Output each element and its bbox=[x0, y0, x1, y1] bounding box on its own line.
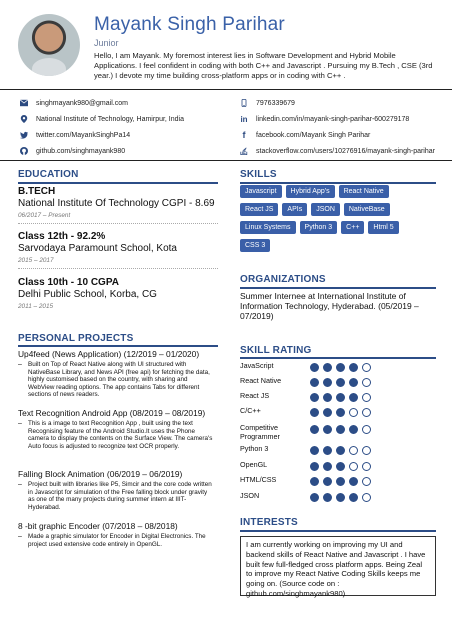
profile-photo bbox=[18, 14, 80, 76]
project-description bbox=[18, 361, 218, 399]
project-description-text: Built on Top of React Native along with UI structured with NativeBase Library, and News API (free api) for fetching the data, highly customised based on the country, with sharing and WebView reading options. The app contains Tabs for different sections of news readers. bbox=[28, 361, 210, 399]
rating-dot-filled bbox=[310, 446, 319, 455]
full-name: Mayank Singh Parihar bbox=[94, 14, 285, 35]
project-item bbox=[18, 349, 218, 399]
stackoverflow-text: stackoverflow.com/users/10276916/mayank-singh-parihar bbox=[256, 147, 435, 155]
rating-dot-filled bbox=[349, 425, 358, 434]
education-item bbox=[18, 231, 218, 269]
project-description bbox=[18, 481, 218, 511]
contact-list bbox=[0, 96, 452, 158]
skill-tag: JSON bbox=[311, 203, 340, 216]
degree: B.TECH bbox=[18, 186, 56, 197]
rating-dot-empty bbox=[362, 363, 371, 372]
rating-dot-filled bbox=[323, 363, 332, 372]
project-description bbox=[18, 533, 218, 548]
project-description-text: This is a image to text Recognition App , built using the text Recognising feature of the Android Studio.It uses the Phone camera to display the contents on the Surface View. The camera's Auto focus is adjusted to recognize text OCR properly. bbox=[28, 420, 213, 450]
skill-row bbox=[240, 239, 440, 252]
rating-dot-filled bbox=[336, 477, 345, 486]
rating-dot-filled bbox=[323, 393, 332, 402]
skill-rating-label: Python 3 bbox=[240, 444, 269, 453]
date-range: 2015 – 2017 bbox=[18, 257, 54, 264]
rating-dot-filled bbox=[310, 393, 319, 402]
project-item bbox=[18, 521, 218, 548]
skill-rating-label: React JS bbox=[240, 391, 270, 400]
organizations-heading: ORGANIZATIONS bbox=[240, 274, 326, 285]
contact-facebook[interactable] bbox=[238, 130, 370, 140]
skill-rating-label: HTML/CSS bbox=[240, 475, 277, 484]
skill-rating-label: React Native bbox=[240, 376, 282, 385]
twitter-icon bbox=[18, 131, 30, 139]
rating-dot-filled bbox=[349, 477, 358, 486]
rating-dot-filled bbox=[349, 393, 358, 402]
skill-tag: CSS 3 bbox=[240, 239, 270, 252]
rating-dot-empty bbox=[362, 493, 371, 502]
skill-tag: Hybrid App's bbox=[286, 185, 335, 198]
skill-rating-dots bbox=[310, 446, 371, 455]
degree: Class 12th - 92.2% bbox=[18, 231, 106, 242]
resume-header bbox=[0, 0, 452, 88]
rating-dot-empty bbox=[349, 446, 358, 455]
bullet: – bbox=[18, 481, 22, 488]
organization-entry: Summer Internee at International Institute of Information Technology, Hyderabad. (05/2019 – 07/2019) bbox=[240, 291, 419, 321]
rating-dot-filled bbox=[323, 378, 332, 387]
institution: Sarvodaya Paramount School, Kota bbox=[18, 243, 177, 254]
skills-tags bbox=[240, 185, 440, 257]
organizations-underline bbox=[240, 287, 436, 289]
rating-dot-empty bbox=[362, 477, 371, 486]
github-text: github.com/singhmayank980 bbox=[36, 147, 126, 155]
rating-dot-filled bbox=[349, 363, 358, 372]
rating-dot-filled bbox=[323, 462, 332, 471]
rating-dot-filled bbox=[323, 408, 332, 417]
location-pin-icon bbox=[18, 115, 30, 123]
skill-rating-label: Competitive Programmer bbox=[240, 423, 280, 441]
institution: Delhi Public School, Korba, CG bbox=[18, 289, 157, 300]
skill-rating-label: C/C++ bbox=[240, 406, 261, 415]
rating-dot-filled bbox=[310, 493, 319, 502]
location-text: National Institute of Technology, Hamirpur, India bbox=[36, 115, 184, 123]
skill-rating-label: OpenGL bbox=[240, 460, 268, 469]
skills-heading: SKILLS bbox=[240, 169, 277, 180]
skills-underline bbox=[240, 182, 436, 184]
contact-phone[interactable] bbox=[238, 98, 295, 108]
github-icon bbox=[18, 147, 30, 155]
rating-dot-filled bbox=[323, 493, 332, 502]
skill-tag: React Native bbox=[339, 185, 389, 198]
facebook-text: facebook.com/Mayank Singh Parihar bbox=[256, 131, 371, 139]
skill-rating-heading: SKILL RATING bbox=[240, 345, 312, 356]
date-range: 2011 – 2015 bbox=[18, 303, 54, 310]
project-title: Text Recognition Android App (08/2019 – 08/2019) bbox=[18, 408, 206, 418]
project-item bbox=[18, 408, 218, 450]
rating-dot-filled bbox=[336, 462, 345, 471]
rating-dot-filled bbox=[349, 378, 358, 387]
project-description-text: Project built with libraries like P5, Simcir and the core code written in Javascript for simulation of the Free falling block under gravity as one of the many projects during summer intern at IIIT-Hyderabad. bbox=[28, 481, 212, 511]
skill-rating-dots bbox=[310, 477, 371, 486]
skill-row bbox=[240, 221, 440, 234]
interests-box: I am currently working on improving my UI and backend skills of React Native and Javascript . I have built few full-fledged cross platform apps. Being Zeal to improve my React Native Coding Skills keeps me going on. (Source code on : github.com/singhmayank980) bbox=[240, 536, 436, 596]
skill-row bbox=[240, 203, 440, 216]
rating-dot-filled bbox=[310, 462, 319, 471]
project-description-text: Made a graphic simulator for Encoder in Digital Electronics. The project used extensive code entirely in OpenGL. bbox=[28, 533, 206, 548]
education-item bbox=[18, 277, 218, 310]
skill-tag: NativeBase bbox=[344, 203, 390, 216]
linkedin-text: linkedin.com/in/mayank-singh-parihar-600279178 bbox=[256, 115, 410, 123]
bullet: – bbox=[18, 420, 22, 427]
rating-dot-empty bbox=[362, 378, 371, 387]
contact-location bbox=[18, 114, 184, 124]
rating-dot-filled bbox=[336, 493, 345, 502]
skill-tag: Python 3 bbox=[300, 221, 338, 234]
header-divider bbox=[0, 89, 452, 90]
rating-dot-empty bbox=[362, 462, 371, 471]
rating-dot-filled bbox=[323, 425, 332, 434]
contact-stackoverflow[interactable] bbox=[238, 146, 435, 156]
rating-dot-filled bbox=[323, 477, 332, 486]
rating-dot-filled bbox=[310, 408, 319, 417]
envelope-icon bbox=[18, 99, 30, 107]
education-item bbox=[18, 186, 218, 224]
contact-twitter[interactable] bbox=[18, 130, 130, 140]
skill-rating-dots bbox=[310, 462, 371, 471]
phone-text: 7976339679 bbox=[256, 99, 295, 107]
phone-icon bbox=[238, 99, 250, 107]
rating-dot-empty bbox=[362, 393, 371, 402]
rating-dot-filled bbox=[310, 425, 319, 434]
item-divider bbox=[18, 223, 218, 224]
skill-rating-underline bbox=[240, 357, 436, 359]
contact-github[interactable] bbox=[18, 146, 125, 156]
skill-row bbox=[240, 185, 440, 198]
skill-rating-dots bbox=[310, 363, 371, 372]
rating-dot-filled bbox=[310, 477, 319, 486]
facebook-icon: f bbox=[242, 130, 246, 140]
project-title: 8 -bit graphic Encoder (07/2018 – 08/2018) bbox=[18, 521, 178, 531]
rating-dot-filled bbox=[310, 363, 319, 372]
project-title: Falling Block Animation (06/2019 – 06/2019) bbox=[18, 469, 183, 479]
skill-tag: React JS bbox=[240, 203, 278, 216]
skill-rating-dots bbox=[310, 493, 371, 502]
rating-dot-empty bbox=[362, 408, 371, 417]
bullet: – bbox=[18, 533, 22, 540]
skill-tag: C++ bbox=[341, 221, 364, 234]
rating-dot-filled bbox=[336, 393, 345, 402]
contact-linkedin[interactable] bbox=[238, 114, 409, 124]
rating-dot-empty bbox=[362, 446, 371, 455]
rating-dot-empty bbox=[349, 462, 358, 471]
linkedin-icon: in bbox=[240, 114, 248, 124]
profile-summary: Hello, I am Mayank. My foremost interest lies in Software Development and Hybrid Mobile Applications. I feel confident in coding with both C++ and Javascript . Pursuing my B.Tech , CSE (3rd year.) I devote my time building cross-platform apps or in coding with C++ . bbox=[94, 51, 433, 81]
degree: Class 10th - 10 CGPA bbox=[18, 277, 119, 288]
email-text: singhmayank980@gmail.com bbox=[36, 99, 128, 107]
interests-heading: INTERESTS bbox=[240, 517, 298, 528]
item-divider bbox=[18, 268, 218, 269]
skill-rating-dots bbox=[310, 393, 371, 402]
rating-dot-filled bbox=[336, 425, 345, 434]
institution: National Institute Of Technology CGPI - 8.69 bbox=[18, 198, 215, 209]
education-underline bbox=[18, 182, 218, 184]
skill-tag: Linux Systems bbox=[240, 221, 296, 234]
rating-dot-filled bbox=[310, 378, 319, 387]
project-item bbox=[18, 469, 218, 511]
rating-dot-empty bbox=[362, 425, 371, 434]
skill-rating-dots bbox=[310, 378, 371, 387]
date-range: 06/2017 – Present bbox=[18, 212, 71, 219]
rating-dot-filled bbox=[336, 408, 345, 417]
skill-rating-dots bbox=[310, 408, 371, 417]
rating-dot-filled bbox=[336, 378, 345, 387]
rating-dot-empty bbox=[349, 408, 358, 417]
skill-rating-label: JSON bbox=[240, 491, 260, 500]
skill-rating-dots bbox=[310, 425, 371, 434]
interests-underline bbox=[240, 530, 436, 532]
job-title: Junior bbox=[94, 38, 119, 48]
skill-tag: APIs bbox=[282, 203, 307, 216]
skill-rating-label: JavaScript bbox=[240, 361, 274, 370]
projects-heading: PERSONAL PROJECTS bbox=[18, 333, 134, 344]
rating-dot-filled bbox=[349, 493, 358, 502]
project-title: Up4feed (News Application) (12/2019 – 01/2020) bbox=[18, 349, 200, 359]
stackoverflow-icon bbox=[238, 147, 250, 155]
skill-tag: Javascript bbox=[240, 185, 282, 198]
rating-dot-filled bbox=[323, 446, 332, 455]
contacts-divider bbox=[0, 160, 452, 161]
contact-email[interactable] bbox=[18, 98, 128, 108]
bullet: – bbox=[18, 361, 22, 368]
skill-tag: Html 5 bbox=[368, 221, 398, 234]
education-heading: EDUCATION bbox=[18, 169, 79, 180]
project-description bbox=[18, 420, 218, 450]
rating-dot-filled bbox=[336, 446, 345, 455]
twitter-text: twitter.com/MayankSinghPa14 bbox=[36, 131, 131, 139]
rating-dot-filled bbox=[336, 363, 345, 372]
projects-underline bbox=[18, 345, 218, 347]
